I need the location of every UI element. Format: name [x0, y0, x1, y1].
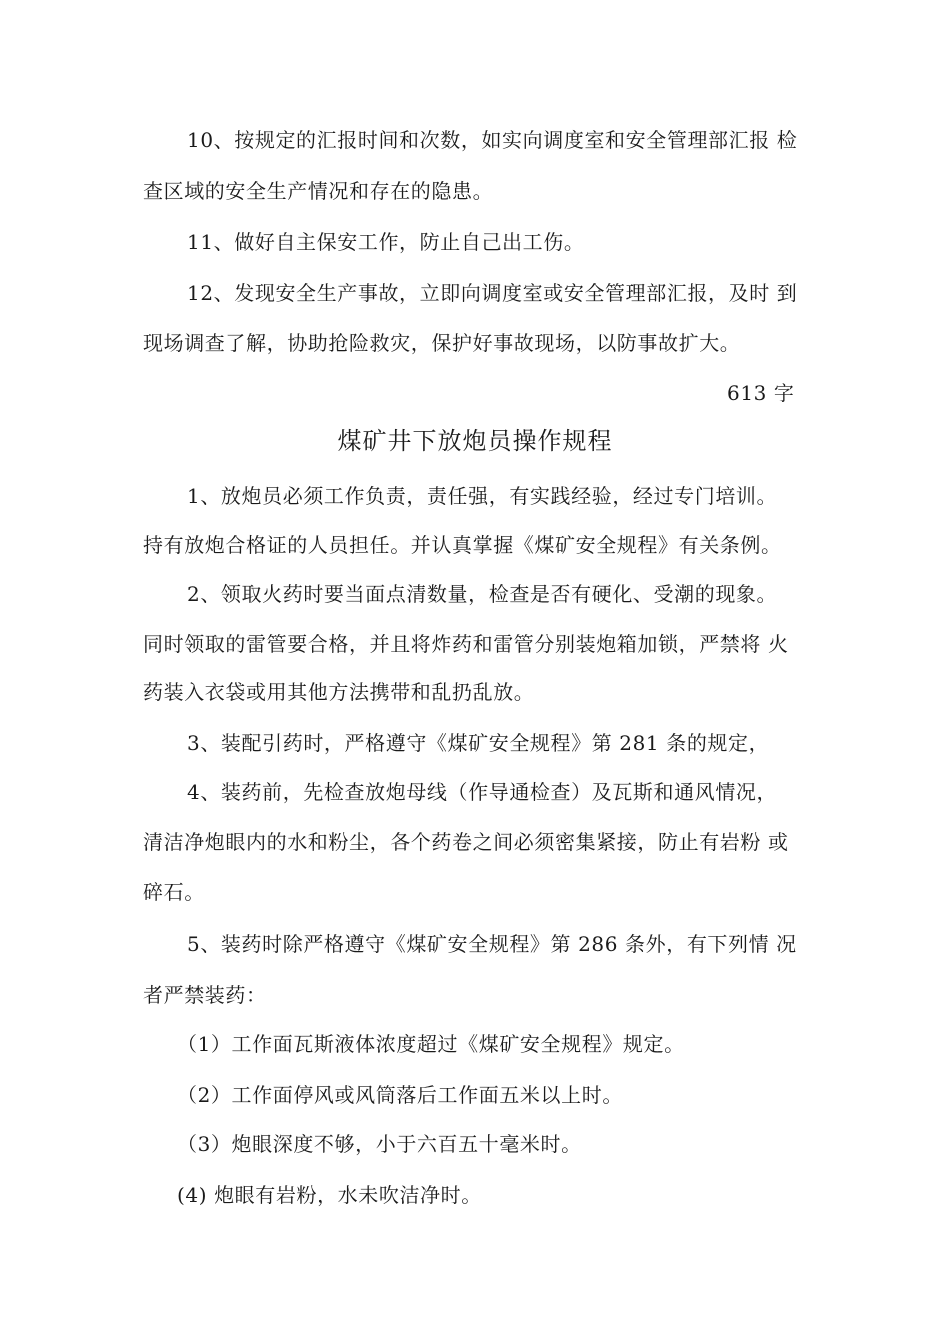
item-1-line-1: 1、放炮员必须工作负责，责任强，有实践经验，经过专门培训。	[187, 484, 778, 508]
item-10-line-2: 查区域的安全生产情况和存在的隐患。	[143, 179, 494, 203]
item-12-line-2: 现场调查了解，协助抢险救灾，保护好事故现场，以防事故扩大。	[143, 331, 741, 355]
item-5-line-2: 者严禁装药：	[143, 983, 267, 1007]
item-1-line-2: 持有放炮合格证的人员担任。并认真掌握《煤矿安全规程》有关条例。	[143, 533, 782, 557]
item-3-line-1: 3、装配引药时，严格遵守《煤矿安全规程》第 281 条的规定，	[187, 731, 770, 755]
item-4-line-3: 碎石。	[143, 880, 205, 904]
item-12-line-1: 12、发现安全生产事故，立即向调度室或安全管理部汇报，及时 到	[187, 281, 798, 305]
item-11-line-1: 11、做好自主保安工作，防止自己出工伤。	[187, 230, 585, 254]
item-2-line-1: 2、领取火药时要当面点清数量，检查是否有硬化、受潮的现象。	[187, 582, 778, 606]
item-2-line-3: 药装入衣袋或用其他方法携带和乱扔乱放。	[143, 680, 535, 704]
sub-item-2: （2）工作面停风或风筒落后工作面五米以上时。	[177, 1083, 623, 1107]
item-4-line-1: 4、装药前，先检查放炮母线（作导通检查）及瓦斯和通风情况，	[187, 780, 778, 804]
item-4-line-2: 清洁净炮眼内的水和粉尘，各个药卷之间必须密集紧接，防止有岩粉 或	[143, 830, 789, 854]
sub-item-1: （1）工作面瓦斯液体浓度超过《煤矿安全规程》规定。	[177, 1032, 685, 1056]
sub-item-4: (4) 炮眼有岩粉，水未吹洁净时。	[177, 1183, 482, 1207]
item-10-line-1: 10、按规定的汇报时间和次数，如实向调度室和安全管理部汇报 检	[187, 128, 798, 152]
item-2-line-2: 同时领取的雷管要合格，并且将炸药和雷管分别装炮箱加锁，严禁将 火	[143, 632, 789, 656]
sub-item-3: （3）炮眼深度不够，小于六百五十毫米时。	[177, 1132, 582, 1156]
item-5-line-1: 5、装药时除严格遵守《煤矿安全规程》第 286 条外，有下列情 况	[187, 932, 797, 956]
word-count: 613 字	[727, 381, 795, 405]
section-title: 煤矿井下放炮员操作规程	[337, 427, 613, 455]
